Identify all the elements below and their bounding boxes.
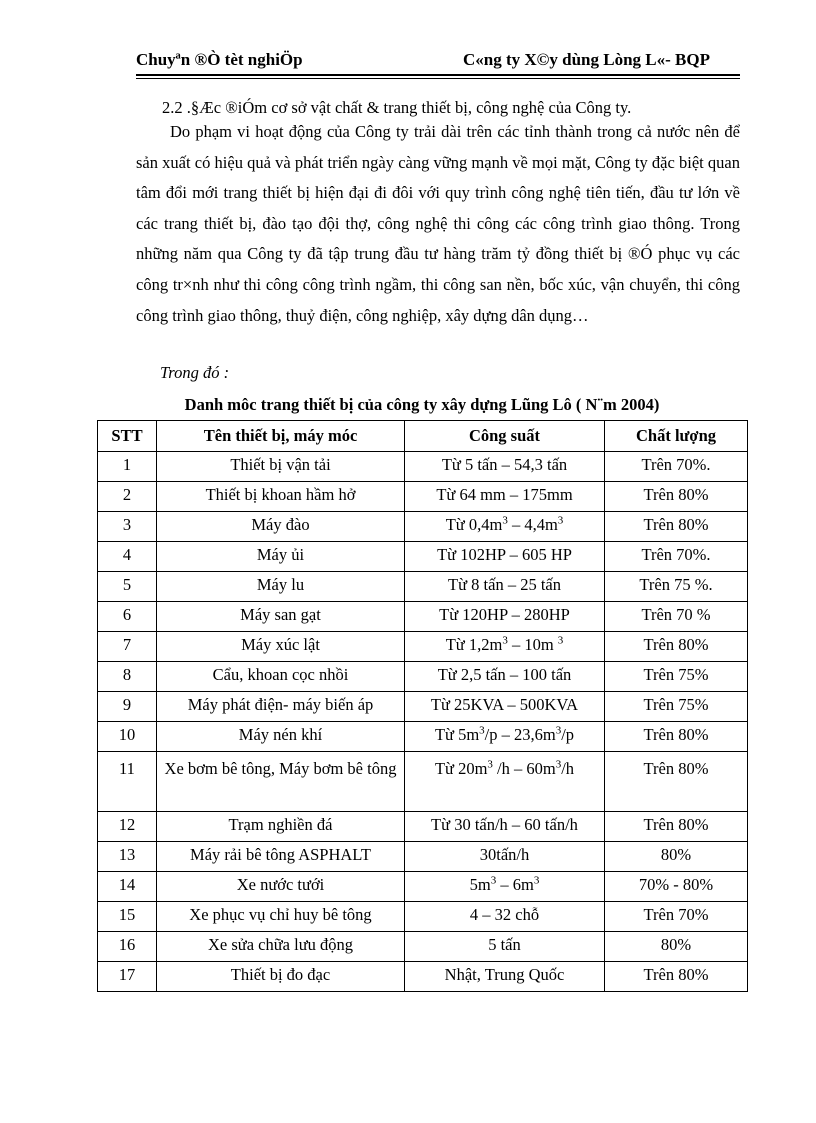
- col-header-stt: STT: [98, 421, 157, 452]
- cell-name: Thiết bị vận tải: [157, 452, 405, 482]
- cell-capacity: Từ 30 tấn/h – 60 tấn/h: [405, 812, 605, 842]
- table-row: [98, 962, 748, 992]
- cell-stt: 8: [98, 662, 157, 692]
- header-left-title: Chuyªn ®Ò tèt nghiÖp: [136, 50, 303, 69]
- table-row: [98, 752, 748, 812]
- cell-stt: 16: [98, 932, 157, 962]
- cell-stt: 7: [98, 632, 157, 662]
- cell-capacity: Từ $5m^3/p - 23,6m^3/p$: [405, 722, 605, 752]
- cell-stt: 12: [98, 812, 157, 842]
- cell-name: Xe sửa chữa lưu động: [157, 932, 405, 962]
- cell-quality: Trên 75%: [605, 692, 748, 722]
- cell-quality: Trên 80%: [605, 722, 748, 752]
- table-row: [98, 542, 748, 572]
- cell-quality: Trên 75%: [605, 662, 748, 692]
- cell-name: Xe nước tưới: [157, 872, 405, 902]
- header-rule-thick: [136, 74, 740, 76]
- cell-quality: Trên 80%: [605, 812, 748, 842]
- cell-quality: Trên 80%: [605, 632, 748, 662]
- page-header: [136, 50, 740, 74]
- table-row: [98, 572, 748, 602]
- cell-capacity: $5m^3 - 6m^3$: [405, 872, 605, 902]
- cell-stt: 13: [98, 842, 157, 872]
- cell-capacity: Từ 64 mm – 175mm: [405, 482, 605, 512]
- table-row: [98, 512, 748, 542]
- cell-capacity: 5 tấn: [405, 932, 605, 962]
- paragraph-text: Do phạm vi hoạt động của Công ty trải dài trên các tỉnh thành trong cả nước nên để sản xuất có hiệu quả và phát triển ngày càng vững mạnh về mọi mặt, Công ty đặc biệt quan tâm đổi mới trang thiết bị hiện đại đi đôi với quy trình công nghệ tiên tiến, đầu tư lớn về các trang thiết bị, đào tạo đội thợ, công nghệ thi công các công trình giao thông. Trong những năm qua Công ty đã tập trung đầu tư hàng trăm tỷ đồng thiết bị ®Ó phục vụ các công tr×nh như thi công công trình ngầm, thi công san nền, bốc xúc, vận chuyển, thi công công trình giao thông, thuỷ điện, công nghiệp, xây dựng dân dụng…: [136, 122, 740, 325]
- table-row: [98, 602, 748, 632]
- cell-quality: Trên 70%: [605, 902, 748, 932]
- table-row: [98, 482, 748, 512]
- trong-do-label: Trong đó :: [160, 363, 230, 382]
- cell-capacity: Từ 5 tấn – 54,3 tấn: [405, 452, 605, 482]
- cell-name: Máy nén khí: [157, 722, 405, 752]
- table-title: Danh môc trang thiết bị của công ty xây dựng Lũng Lô ( N¨m 2004): [184, 395, 660, 414]
- header-rule-thin: [136, 78, 740, 79]
- cell-quality: Trên 75 %.: [605, 572, 748, 602]
- cell-stt: 6: [98, 602, 157, 632]
- cell-name: Máy đào: [157, 512, 405, 542]
- table-row: [98, 902, 748, 932]
- cell-quality: 80%: [605, 842, 748, 872]
- table-row: [98, 722, 748, 752]
- col-header-name: Tên thiết bị, máy móc: [157, 421, 405, 452]
- cell-name: Xe phục vụ chỉ huy bê tông: [157, 902, 405, 932]
- cell-name: Thiết bị đo đạc: [157, 962, 405, 992]
- cell-stt: 4: [98, 542, 157, 572]
- cell-capacity: Từ 102HP – 605 HP: [405, 542, 605, 572]
- equipment-table: [97, 420, 748, 992]
- cell-name: Máy san gạt: [157, 602, 405, 632]
- cell-quality: Trên 80%: [605, 752, 748, 812]
- table-row: [98, 662, 748, 692]
- cell-name: Xe bơm bê tông, Máy bơm bê tông: [157, 752, 405, 812]
- cell-capacity: Nhật, Trung Quốc: [405, 962, 605, 992]
- cell-name: Cẩu, khoan cọc nhồi: [157, 662, 405, 692]
- section-heading: 2.2 .§Æc ®iÓm cơ sở vật chất & trang thiết bị, công nghệ của Công ty.: [162, 98, 632, 117]
- table-row: [98, 632, 748, 662]
- cell-stt: 3: [98, 512, 157, 542]
- cell-capacity: Từ $1,2m^3 - 10m$ $^3$: [405, 632, 605, 662]
- cell-stt: 14: [98, 872, 157, 902]
- col-header-quality: Chất lượng: [605, 421, 748, 452]
- body-paragraph: [136, 117, 740, 331]
- cell-quality: Trên 70%.: [605, 452, 748, 482]
- cell-quality: Trên 80%: [605, 962, 748, 992]
- cell-quality: Trên 80%: [605, 512, 748, 542]
- table-row: [98, 812, 748, 842]
- cell-quality: Trên 80%: [605, 482, 748, 512]
- cell-stt: 11: [98, 752, 157, 812]
- cell-stt: 5: [98, 572, 157, 602]
- cell-capacity: Từ 8 tấn – 25 tấn: [405, 572, 605, 602]
- cell-stt: 2: [98, 482, 157, 512]
- cell-name: Thiết bị khoan hầm hở: [157, 482, 405, 512]
- cell-stt: 15: [98, 902, 157, 932]
- table-row: [98, 932, 748, 962]
- cell-capacity: 30tấn/h: [405, 842, 605, 872]
- header-right-title: C«ng ty X©y dùng Lòng L«- BQP: [463, 50, 710, 69]
- cell-name: Máy phát điện- máy biến áp: [157, 692, 405, 722]
- cell-stt: 9: [98, 692, 157, 722]
- cell-name: Máy xúc lật: [157, 632, 405, 662]
- cell-name: Trạm nghiền đá: [157, 812, 405, 842]
- cell-capacity: Từ 120HP – 280HP: [405, 602, 605, 632]
- cell-capacity: Từ $20m^3$ $/h - 60m^3/h$: [405, 752, 605, 812]
- cell-stt: 17: [98, 962, 157, 992]
- cell-quality: 80%: [605, 932, 748, 962]
- cell-name: Máy rải bê tông ASPHALT: [157, 842, 405, 872]
- table-header-row: [98, 421, 748, 452]
- cell-stt: 10: [98, 722, 157, 752]
- table-row: [98, 692, 748, 722]
- cell-name: Máy lu: [157, 572, 405, 602]
- cell-quality: 70% - 80%: [605, 872, 748, 902]
- table-row: [98, 872, 748, 902]
- cell-capacity: Từ $0,4m^3 - 4,4m^3$: [405, 512, 605, 542]
- cell-quality: Trên 70 %: [605, 602, 748, 632]
- cell-name: Máy ủi: [157, 542, 405, 572]
- table-row: [98, 452, 748, 482]
- cell-capacity: Từ 25KVA – 500KVA: [405, 692, 605, 722]
- col-header-capacity: Công suất: [405, 421, 605, 452]
- cell-quality: Trên 70%.: [605, 542, 748, 572]
- table-row: [98, 842, 748, 872]
- cell-stt: 1: [98, 452, 157, 482]
- cell-capacity: 4 – 32 chỗ: [405, 902, 605, 932]
- cell-capacity: Từ 2,5 tấn – 100 tấn: [405, 662, 605, 692]
